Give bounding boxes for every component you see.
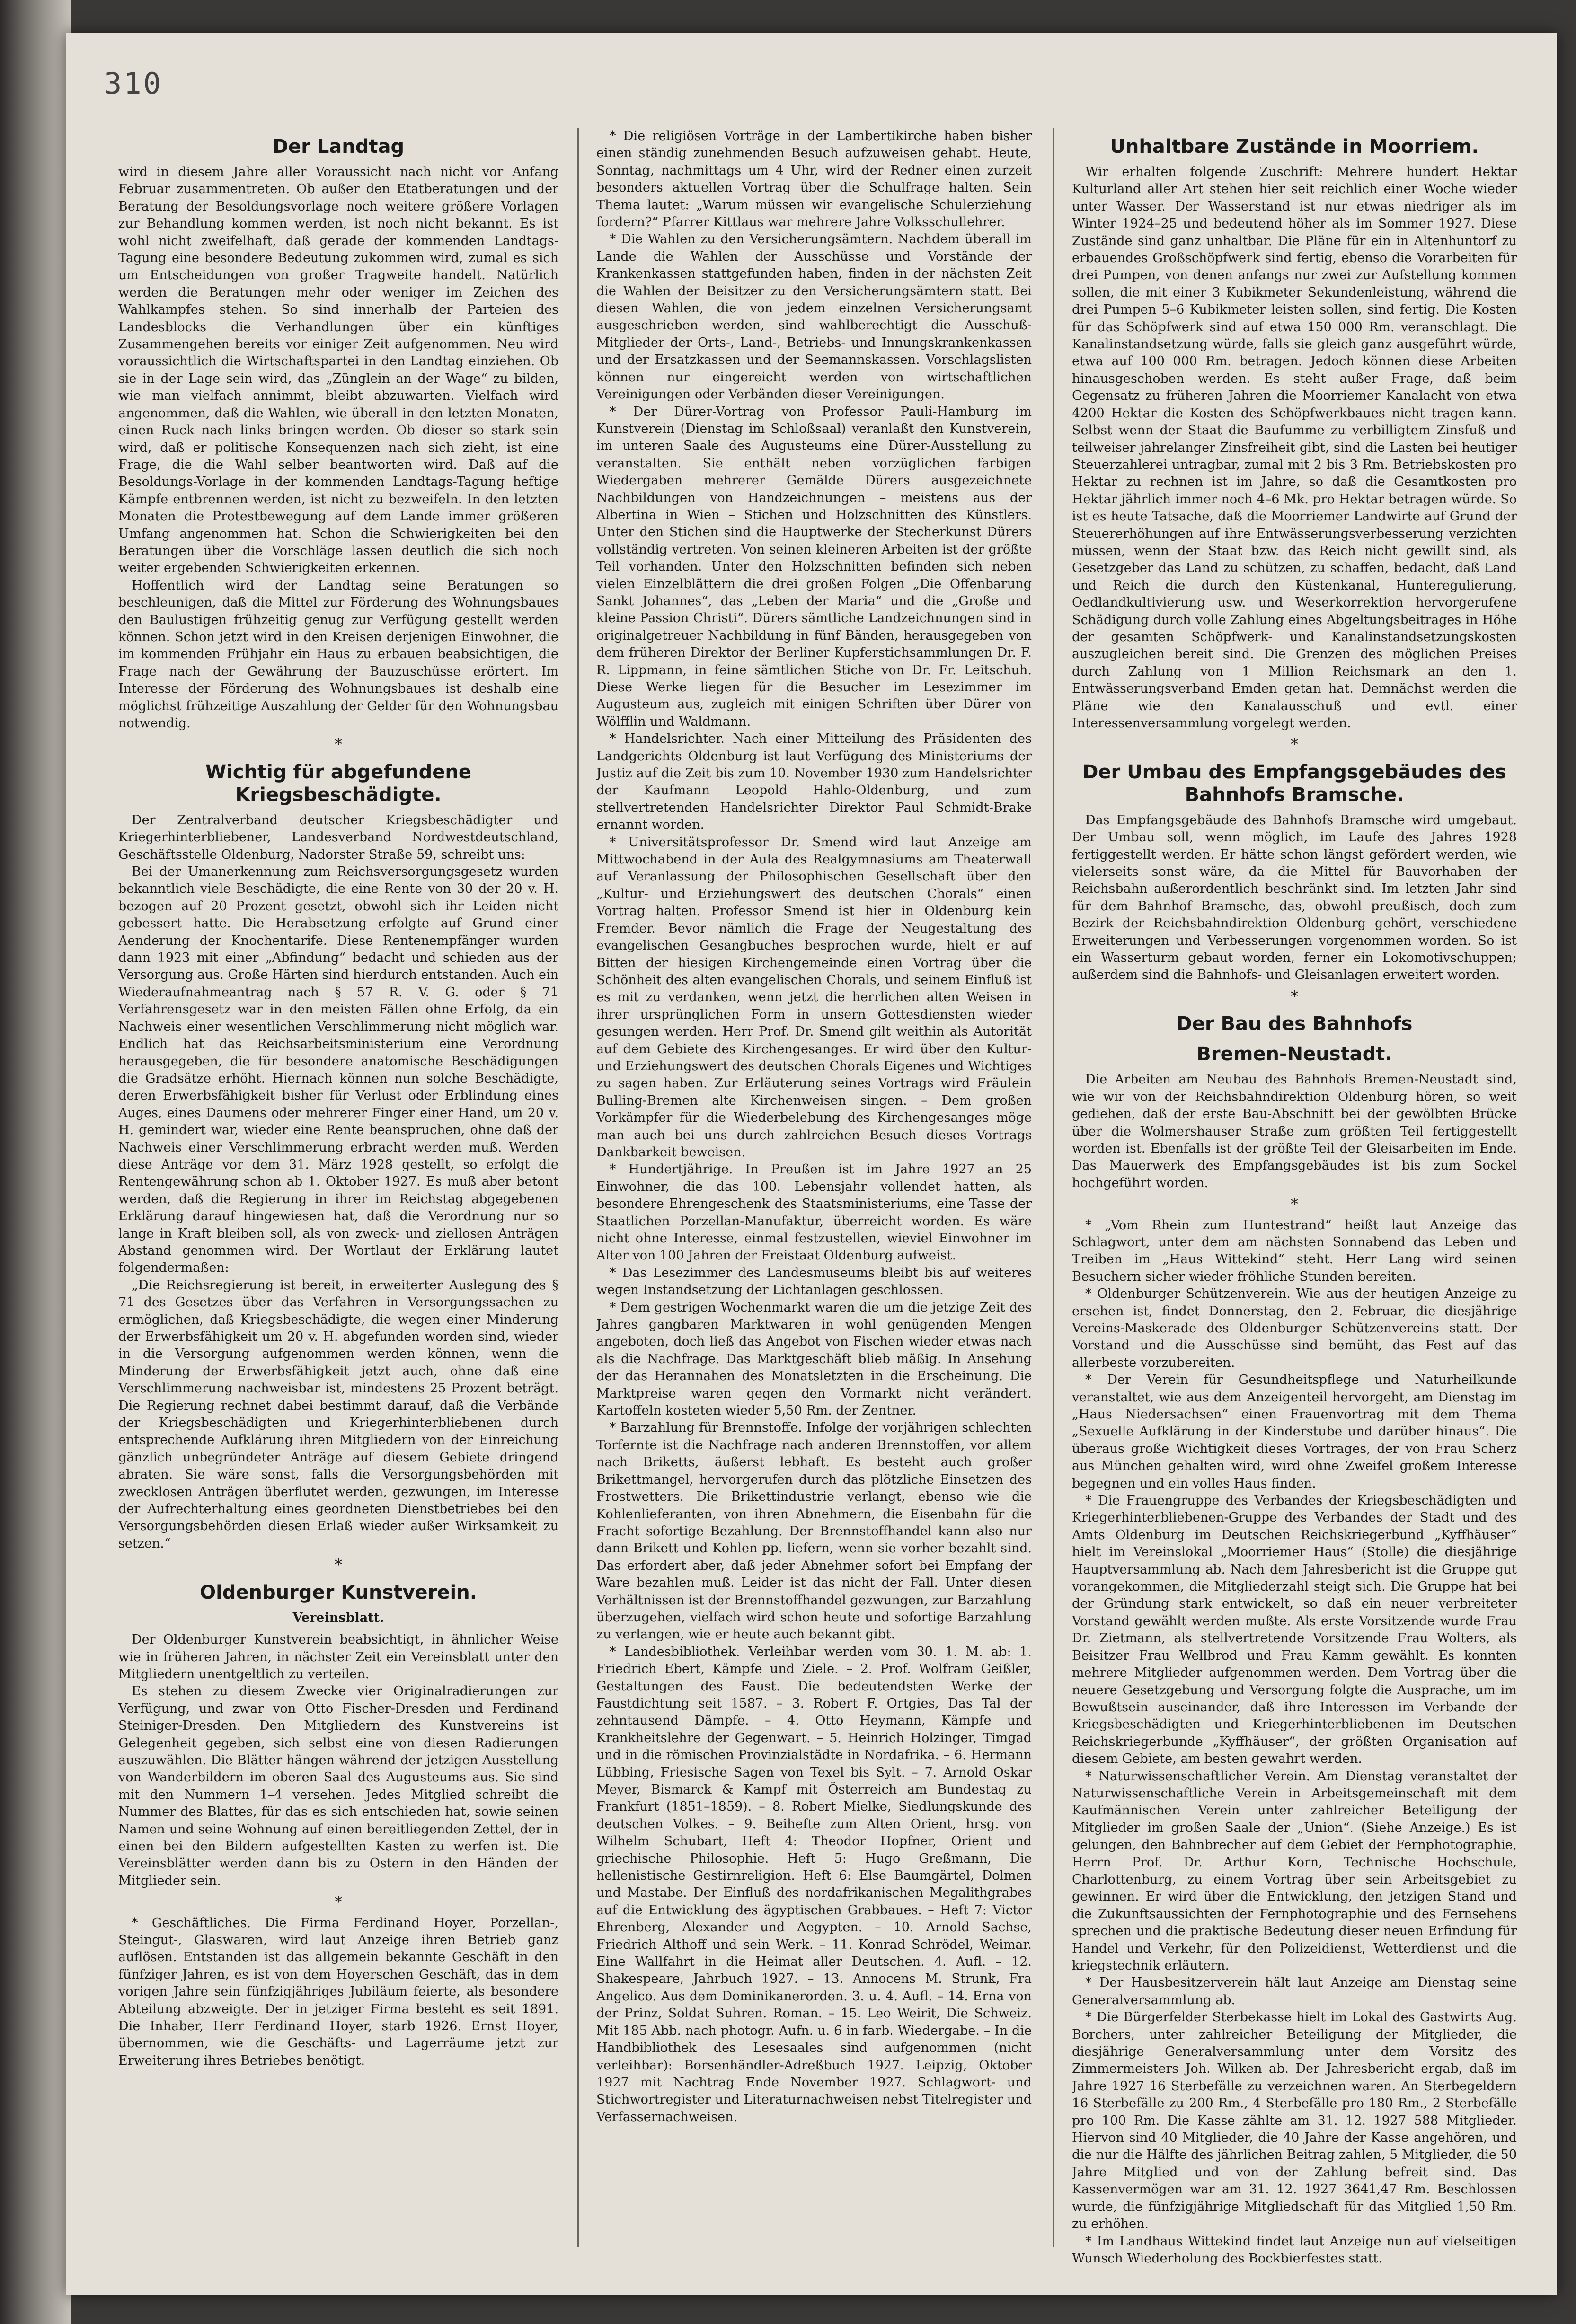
article-title-bramsche: Der Umbau des Empfangsgebäudes des Bahnhofs Bramsche. (1082, 761, 1506, 806)
news-item: * „Vom Rhein zum Huntestrand“ heißt laut Anzeige das Schlagwort, unter dem am nächsten Sonnabend das Leben und Treiben im „Haus Wittekind“ steht. Herr Lang wird seinen Besuchern sicher wieder fröhliche Stunden bereiten. (1072, 1217, 1517, 1284)
column-2 (596, 128, 1032, 2266)
article-title-moorriem: Unhaltbare Zustände in Moorriem. (1110, 136, 1479, 158)
separator-star: * (335, 1893, 342, 1911)
news-item: * Universitätsprofessor Dr. Smend wird laut Anzeige am Mittwochabend in der Aula des Realgymnasiums am Theaterwall auf Veranlassung der Philosophischen Gesellschaft über den „Kultur- und Erziehungswert des deutschen Chorals“ einen Vortrag halten. Professor Smend ist hier in Oldenburg kein Fremder. Bevor nämlich die Frage der Neugestaltung des evangelischen Gesangbuches besprochen wurde, hielt er auf Bitten der hiesigen Kirchengemeinde einen Vortrag über die Schönheit des alten evangelischen Chorals, und seinem Einfluß ist es mit zu verdanken, wenn jetzt die herrlichen alten Weisen in ihrer ursprünglichen Form in unsern Gottesdiensten wieder gesungen werden. Herr Prof. Dr. Smend gilt weithin als Autorität auf dem Gebiete des Kirchengesanges. Er wird über den Kultur- und Erziehungswert des deutschen Chorals Eigenes und Wichtiges zu sagen haben. Zur Erläuterung seines Vortrags wird Fräulein Bulling-Bremen alte Kirchenweisen singen. – Dem großen Vorkämpfer für die Wiederbelebung des Kirchengesanges möge man auch bei uns durch zahlreichen Besuch dieses Vortrags Dankbarkeit beweisen. (596, 835, 1032, 1160)
news-item: * Naturwissenschaftlicher Verein. Am Dienstag veranstaltet der Naturwissenschaftliche Verein in Arbeitsgemeinschaft mit dem Kaufmännischen Verein unter zahlreicher Beteiligung der Mitglieder im großen Saale der „Union“. (Siehe Anzeige.) Es ist gelungen, den Bahnbrecher auf dem Gebiet der Fernphotographie, Herrn Prof. Dr. Arthur Korn, Technische Hochschule, Charlottenburg, zu einem Vortrag über sein Arbeitsgebiet zu gewinnen. Er wird über die Entwicklung, den jetzigen Stand und die Zukunftsaussichten der Fernphotographie und des Fernsehens sprechen und die praktische Bedeutung dieser neuen Erfindung für Handel und Verkehr, für den Polizeidienst, Wetterdienst und die kriegstechnik erläutern. (1072, 1769, 1517, 1973)
news-item: * Im Landhaus Wittekind findet laut Anzeige nun auf vielseitigen Wunsch Wiederholung des Bockbierfestes statt. (1072, 2234, 1517, 2266)
article-title-kunstverein: Oldenburger Kunstverein. (200, 1581, 477, 1603)
article-title-kriegsbeschaedigte: Wichtig für abgefundene Kriegsbeschädigte. (205, 761, 472, 806)
article-subtitle: Vereinsblatt. (292, 1610, 384, 1625)
news-item: * Hundertjährige. In Preußen ist im Jahre 1927 an 25 Einwohner, die das 100. Lebensjahr vollendet hatten, als besondere Ehrengeschenk des Staatsministeriums, eine Tasse der Staatlichen Porzellan-Manufaktur, überreicht worden. Es wäre nicht ohne Interesse, einmal festzustellen, wieviel Einwohner im Alter von 100 Jahren der Freistaat Oldenburg aufweist. (596, 1162, 1032, 1263)
news-item: * Die religiösen Vorträge in der Lambertikirche haben bisher einen ständig zunehmenden Besuch aufzuweisen gehabt. Heute, Sonntag, nachmittags um 4 Uhr, wird der Redner einen zurzeit besonders aktuellen Vortrag über die Schulfrage halten. Sein Thema lautet: „Warum müssen wir evangelische Schulerziehung fordern?“ Pfarrer Kittlaus war mehrere Jahre Volksschullehrer. (596, 129, 1032, 230)
column-1 (118, 128, 558, 2266)
newspaper-page (66, 33, 1557, 2295)
column-rule (1053, 128, 1054, 2247)
column-3 (1072, 128, 1517, 2266)
news-item: * Der Verein für Gesundheitspflege und Naturheilkunde veranstaltet, wie aus dem Anzeigenteil hervorgeht, am Dienstag im „Haus Niedersachsen“ einen Frauenvortrag mit dem Thema „Sexuelle Aufklärung in der Kinderstube und darüber hinaus“. Die überaus große Wichtigkeit dieses Vortrages, der von Frau Scherz aus München gehalten wird, wird ohne Zweifel großem Interesse begegnen und ein volles Haus finden. (1072, 1373, 1517, 1491)
article-paragraph: Das Empfangsgebäude des Bahnhofs Bramsche wird umgebaut. Der Umbau soll, wenn möglich, im Laufe des Jahres 1928 fertiggestellt werden. Er hätte schon längst gefördert werden, wie vielerseits sonst wäre, da die Mittel für Bauvorhaben der Reichsbahn außerordentlich beschränkt sind. Im letzten Jahr sind für dem Bahnhof Bramsche, das, obwohl preußisch, doch zum Bezirk der Reichsbahndirektion Oldenburg gehört, verschiedene Erweiterungen und Verbesserungen vorgenommen worden. So ist ein Wasserturm gebaut worden, ferner ein Lokomotivschuppen; außerdem sind die Bahnhofs- und Gleisanlagen erweitert worden. (1072, 812, 1517, 983)
book-spine (0, 0, 71, 2324)
news-item: * Das Lesezimmer des Landesmuseums bleibt bis auf weiteres wegen Instandsetzung der Lichtanlagen geschlossen. (596, 1265, 1032, 1298)
news-item: * Dem gestrigen Wochenmarkt waren die um die jetzige Zeit des Jahres gangbaren Marktwaren in wohl genügenden Mengen angeboten, doch ließ das Angebot von Fischen wieder etwas nach als die Nachfrage. Das Marktgeschäft blieb mäßig. In Ansehung der das Herannahen des Monatsletzten in die Erscheinung. Die Marktpreise waren gegen den Vormarkt nicht verändert. Kartoffeln kosteten wieder 5,50 Rm. der Zentner. (596, 1300, 1032, 1418)
separator-star: * (335, 735, 342, 754)
article-paragraph: „Die Reichsregierung ist bereit, in erweiterter Auslegung des § 71 des Gesetzes über das Verfahren in Versorgungssachen zu ermöglichen, daß Kriegsbeschädigte, die wegen einer Minderung der Erwerbsfähigkeit um 20 v. H. abgefunden worden sind, wieder in die Versorgung aufgenommen werden können, wenn die Minderung der Erwerbsfähigkeit jetzt auch, ohne daß eine Verschlimmerung nachweisbar ist, mindestens 25 Prozent beträgt. Die Regierung rechnet dabei bestimmt darauf, daß die Verbände der Kriegsbeschädigten und Kriegerhinterbliebenen durch entsprechende Aufklärung ihren Mitgliedern von der Einreichung gänzlich unbegründeter Anträge auf diesem Gebiete dringend abraten. Sie wäre sonst, falls die Versorgungsbehörden mit zwecklosen Anträgen überflutet werden, gezwungen, im Interesse der Aufrechterhaltung eines geordneten Dienstbetriebes bei den Versorgungsbehörden diesen Erlaß wieder außer Wirksamkeit zu setzen.“ (118, 1277, 558, 1551)
column-rule (577, 128, 579, 2247)
news-item: * Landesbibliothek. Verleihbar werden vom 30. 1. M. ab: 1. Friedrich Ebert, Kämpfe und Ziele. – 2. Prof. Wolfram Geißler, Gestaltungen des Faust. Die bedeutendsten Werke der Faustdichtung seit 1587. – 3. Robert F. Ortgies, Das Tal der zehntausend Dämpfe. – 4. Otto Heymann, Kämpfe und Krankheitslehre der Gegenwart. – 5. Heinrich Holzinger, Timgad und in die römischen Provinzialstädte in Nordafrika. – 6. Hermann Lübbing, Friesische Sagen von Texel bis Sylt. – 7. Arnold Oskar Meyer, Bismarck & Kampf mit Österreich am Bundestag zu Frankfurt (1851–1859). – 8. Robert Mielke, Siedlungskunde des deutschen Volkes. – 9. Beihefte zum Alten Orient, hrsg. von Wilhelm Schubart, Heft 4: Theodor Hopfner, Orient und griechische Philosophie. Heft 5: Hugo Greßmann, Die hellenistische Gestirnreligion. Heft 6: Else Baumgärtel, Dolmen und Mastabe. Der Einfluß des nordafrikanischen Megalithgrabes auf die Entwicklung des ägyptischen Grabbaues. – Heft 7: Victor Ehrenberg, Alexander und Aegypten. – 10. Arnold Sachse, Friedrich Althoff und sein Werk. – 11. Konrad Schrödel, Weimar. Eine Wallfahrt in die Heimat aller Deutschen. 4. Aufl. – 12. Shakespeare, Jahrbuch 1927. – 13. Annocens M. Strunk, Fra Angelico. Aus dem Dominikanerorden. 3. u. 4. Aufl. – 14. Erna von der Prinz, Soldat Suhren. Roman. – 15. Leo Weirit, Die Schweiz. Mit 185 Abb. nach photogr. Aufn. u. 6 in farb. Wiedergabe. – In die Handbibliothek des Lesesaales sind aufgenommen (nicht verleihbar): Borsenhändler-Adreßbuch 1927. Leipzig, Oktober 1927 mit Nachtrag Ende November 1927. Schlagwort- und Stichwortregister und Literaturnachweisen nebst Titelregister und Verfassernachweisen. (596, 1644, 1032, 2124)
separator-star: * (1291, 735, 1298, 754)
separator-star: * (335, 1556, 342, 1574)
news-item: * Der Hausbesitzerverein hält laut Anzeige am Dienstag seine Generalversammlung ab. (1072, 1975, 1517, 2007)
news-item: * Die Wahlen zu den Versicherungsämtern. Nachdem überall im Lande die Wahlen der Ausschüsse und Vorstände der Krankenkassen stattgefunden haben, finden in der nächsten Zeit die Wahlen der Beisitzer zu den Versicherungsämtern statt. Bei diesen Wahlen, die von jedem einzelnen Versicherungsamt ausgeschrieben werden, sind wahlberechtigt die Ausschuß-Mitglieder der Orts-, Land-, Betriebs- und Innungskrankenkassen und der Ersatzkassen und der Seemannskassen. Vorschlagslisten können nur eingereicht werden von wirtschaftlichen Vereinigungen oder Verbänden dieser Vereinigungen. (596, 232, 1032, 402)
news-item: * Handelsrichter. Nach einer Mitteilung des Präsidenten des Landgerichts Oldenburg ist laut Verfügung des Ministeriums der Justiz auf die Zeit bis zum 10. November 1930 zum Handelsrichter der Kaufmann Leopold Hahlo-Oldenburg, und zum stellvertretenden Handelsrichter Direktor Paul Schmidt-Brake ernannt worden. (596, 731, 1032, 833)
separator-star: * (1291, 987, 1298, 1005)
article-title-neustadt-line2: Bremen-Neustadt. (1196, 1043, 1392, 1065)
separator-star: * (1291, 1195, 1298, 1214)
article-paragraph: Es stehen zu diesem Zwecke vier Originalradierungen zur Verfügung, und zwar von Otto Fischer-Dresden und Ferdinand Steiniger-Dresden. Den Mitgliedern des Kunstvereins ist Gelegenheit gegeben, sich selbst eine von diesen Radierungen auszuwählen. Die Blätter hängen während der jetzigen Ausstellung von Wanderbildern im oberen Saal des Augusteums aus. Sie sind mit den Nummern 1–4 versehen. Jedes Mitglied schreibt die Nummer des Blattes, für das es sich entschieden hat, sowie seinen Namen und seine Wohnung auf einen bereitliegenden Zettel, der in einen bei den Bildern aufgestellten Kasten zu werfen ist. Die Vereinsblätter werden dann bis zu Ostern in den Händen der Mitglieder sein. (118, 1684, 558, 1888)
article-paragraph: Wir erhalten folgende Zuschrift: Mehrere hundert Hektar Kulturland aller Art stehen hier seit reichlich einer Woche wieder unter Wasser. Der Wasserstand ist nur etwas niedriger als im Winter 1924–25 und bedeutend höher als im Sommer 1927. Diese Zustände sind ganz unhaltbar. Die Pläne für ein in Altenhuntorf zu erbauendes Großschöpfwerk sind fertig, ebenso die Vorarbeiten für drei Pumpen, von denen anfangs nur zwei zur Aufstellung kommen sollen, die mit einer 3 Kubikmeter Sekundenleistung, während die drei Pumpen 5–6 Kubikmeter leisten sollen, sind fertig. Die Kosten für das Schöpfwerk sind auf etwa 150 000 Rm. veranschlagt. Die Kanalinstandsetzung würde, falls sie gleich ganz ausgeführt würde, etwa auf 100 000 Rm. betragen. Jedoch können diese Arbeiten hinausgeschoben werden. Es steht außer Frage, daß beim Gegensatz zu früheren Jahren die Moorriemer Kanalacht von etwa 4200 Hektar die Kosten des Schöpfwerkbaues nicht tragen kann. Selbst wenn der Staat die Baufumme zu verbilligtem Zinsfuß und teilweiser jahrelanger Zinsfreiheit gibt, sind die Lasten bei heutiger Steuerzahlerei untragbar, zumal mit 2 bis 3 Rm. Betriebskosten pro Hektar zu rechnen ist im Jahre, so daß die Gesamtkosten pro Hektar jährlich immer noch 4–6 Mk. pro Hektar betragen würde. So ist es heute Tatsache, daß die Moorriemer Landwirte auf Grund der Steuererhöhungen auf ihre Entwässerungsverbesserung verzichten müssen, wenn der Staat bzw. das Reich nicht gewillt sind, als Gesetzgeber das Land zu schützen, zu schaffen, bedacht, daß Land und Reich die durch den Küstenkanal, Hunteregulierung, Oedlandkultivierung usw. und Weserkorrektion hervorgerufene Schädigung durch volle Zahlung eines Abgeltungsbeitrages in Höhe der gesamten Schöpfwerk- und Kanalinstandsetzungskosten auszugleichen bereit sind. Die Grenzen des möglichen Preises durch Zahlung von 1 Million Reichsmark an den 1. Entwässerungsverband Emden getan hat. Demnächst werden die Pläne wie den Kanalausschuß und evtl. einer Interessenversammlung vorgelegt werden. (1072, 165, 1517, 731)
article-paragraph: Bei der Umanerkennung zum Reichsversorgungsgesetz wurden bekanntlich viele Beschädigte, die eine Rente von 30 der 20 v. H. bezogen auf 20 Prozent gesetzt, obwohl sich ihr Leiden nicht gebessert hatte. Die Herabsetzung erfolgte auf Grund einer Aenderung der Knochentarife. Diese Rentenempfänger wurden dann 1923 mit einer „Abfindung“ bedacht und schieden aus der Versorgung aus. Große Härten sind hierdurch entstanden. Auch ein Wiederaufnahmeantrag nach § 57 R. V. G. oder § 71 Verfahrensgesetz war in den meisten Fällen ohne Erfolg, da ein Nachweis einer wesentlichen Verschlimmerung nicht möglich war. Endlich hat das Reichsarbeitsministerium eine Verordnung herausgegeben, die für besondere anatomische Beschädigungen die Gradsätze erhöht. Hiernach können nun solche Beschädigte, deren Erwerbsfähigkeit bisher für Verlust oder Erblindung eines Auges, eines Daumens oder mehrerer Finger einer Hand, um 20 v. H. gemindert war, wieder eine Rente beanspruchen, ohne daß der Nachweis einer Verschlimmerung erbracht werden muß. Werden diese Anträge vor dem 31. März 1928 gestellt, so erfolgt die Rentengewährung schon ab 1. Oktober 1927. Es muß aber betont werden, daß die Regierung in ihrer im Reichstag abgegebenen Erklärung darauf hingewiesen hat, daß die Verordnung nur so lange in Kraft bleiben soll, als von zweck- und ziellosen Anträgen Abstand genommen wird. Der Wortlaut der Erklärung lautet folgendermaßen: (118, 864, 558, 1276)
article-paragraph: Die Arbeiten am Neubau des Bahnhofs Bremen-Neustadt sind, wie wir von der Reichsbahndirektion Oldenburg hören, so weit gediehen, daß der erste Bau-Abschnitt bei der gewölbten Brücke über die Wolmershauser Straße zum größten Teil fertiggestellt worden ist. Ebenfalls ist der größte Teil der Gleisarbeiten im Ende. Das Mauerwerk des Empfangsgebäudes ist bis zum Sockel hochgeführt worden. (1072, 1072, 1517, 1190)
article-paragraph: Der Oldenburger Kunstverein beabsichtigt, in ähnlicher Weise wie in früheren Jahren, in nächster Zeit ein Vereinsblatt unter den Mitgliedern unentgeltlich zu verteilen. (118, 1632, 558, 1681)
article-title-landtag: Der Landtag (272, 136, 405, 158)
news-item: * Die Frauengruppe des Verbandes der Kriegsbeschädigten und Kriegerhinterbliebenen-Gruppe des Verbandes der Stadt und des Amts Oldenburg im Deutschen Reichskriegerbund „Kyffhäuser“ hielt im Vereinslokal „Moorriemer Haus“ (Stolle) die diesjährige Hauptversammlung ab. Nach dem Jahresbericht ist die Gruppe gut vorangekommen, die Mitgliederzahl steigt sich. Die Gruppe hat bei der Gründung stark entwickelt, so daß ein neuer verbreiteter Vorstand gewählt werden mußte. Als erste Vorsitzende wurde Frau Dr. Zietmann, als stellvertretende Vorsitzende Frau Wolters, als Beisitzer Frau Wellbrod und Frau Kamm gewählt. Es konnten mehrere Mitglieder aufgenommen werden. Dem Vortrag über die neuere Gesetzgebung und Versorgung folgte die Ausprache, um im Bewußtsein auseinander, daß ihre Interessen im Verbande der Kriegsbeschädigten und Kriegerhinterbliebenen im Deutschen Reichskriegerbunde „Kyffhäuser“, der größten Organisation auf diesem Gebiete, am besten gewahrt werden. (1072, 1493, 1517, 1767)
news-item: * Der Dürer-Vortrag von Professor Pauli-Hamburg im Kunstverein (Dienstag im Schloßsaal) veranlaßt den Kunstverein, im unteren Saale des Augusteums eine Dürer-Ausstellung zu veranstalten. Sie enthält neben vorzüglichen farbigen Wiedergaben mehrerer Gemälde Dürers ausgezeichnete Nachbildungen von Handzeichnungen – meistens aus der Albertina in Wien – Stichen und Holzschnitten des Künstlers. Unter den Stichen sind die Hauptwerke der Stecherkunst Dürers vollständig vertreten. Von seinen kleineren Arbeiten ist der größte Teil vorhanden. Unter den Holzschnitten befinden sich neben vielen Einzelblättern die drei großen Folgen „Die Offenbarung Sankt Johannes“, das „Leben der Maria“ und die „Große und kleine Passion Christi“. Dürers sämtliche Landzeichnungen sind in originalgetreuer Nachbildung in fünf Bänden, herausgegeben von dem früheren Direktor der Berliner Kupferstichsammlungen Dr. F. R. Lippmann, in feine sämtlichen Stiche von Dr. Fr. Leitschuh. Diese Werke liegen für die Besucher im Lesezimmer im Augusteum aus, zugleich mit einigen Schriften über Dürer von Wölfflin und Waldmann. (596, 404, 1032, 729)
article-paragraph: wird in diesem Jahre aller Voraussicht nach nicht vor Anfang Februar zusammentreten. Ob außer den Etatberatungen und der Beratung der Besoldungsvorlage noch weitere größere Vorlagen zur Behandlung kommen werden, ist noch nicht bekannt. Es ist wohl nicht zweifelhaft, daß gerade der kommenden Landtags-Tagung eine besondere Bedeutung zukommen wird, zumal es sich um Entscheidungen von großer Tragweite handelt. Natürlich werden die Beratungen mehr oder weniger im Zeichen des Wahlkampfes stehen. So sind innerhalb der Parteien des Landesblocks die Verhandlungen über ein künftiges Zusammengehen bereits vor einiger Zeit aufgenommen. Neu wird voraussichtlich die Wirtschaftspartei in den Landtag einziehen. Ob sie in der Lage sein wird, das „Zünglein an der Wage“ zu bilden, wie man vielfach annimmt, bleibt abzuwarten. Vielfach wird angenommen, daß die Wahlen, wie überall in den letzten Monaten, einen Ruck nach links bringen werden. Ob dieser so stark sein wird, daß er politische Konsequenzen nach sich zieht, ist eine Frage, die die Wahl selber beantworten wird. Daß auf die Besoldungs-Vorlage in der kommenden Landtags-Tagung heftige Kämpfe entbrennen werden, ist nicht zu bezweifeln. In den letzten Monaten die Protestbewegung auf dem Lande immer größeren Umfang angenommen hat. Schon die Schwierigkeiten bei den Beratungen über die Vorschläge lassen deutlich die sich noch weiter ergebenden Schwierigkeiten erkennen. (118, 165, 558, 576)
article-paragraph: Hoffentlich wird der Landtag seine Beratungen so beschleunigen, daß die Mittel zur Förderung des Wohnungsbaues den Baulustigen frühzeitig genug zur Verfügung gestellt werden können. Schon jetzt wird in den Kreisen derjenigen Einwohner, die im kommenden Frühjahr ein Haus zu erbauen beabsichtigen, die Frage nach der Gewährung der Bauzuschüsse erörtert. Im Interesse der Förderung des Wohnungsbaues ist deshalb eine möglichst frühzeitige Auszahlung der Gelder für den Wohnungsbau notwendig. (118, 578, 558, 731)
news-item: * Barzahlung für Brennstoffe. Infolge der vorjährigen schlechten Torfernte ist die Nachfrage nach anderen Brennstoffen, vor allem nach Briketts, äußerst lebhaft. Es besteht auch großer Brikettmangel, hervorgerufen durch das plötzliche Einsetzen des Frostwetters. Die Brikettindustrie verlangt, ebenso wie die Kohlenlieferanten, von ihren Abnehmern, die Eisenbahn für die Fracht sofortige Bezahlung. Der Brennstoffhandel kann also nur dann Brikett und Kohlen pp. liefern, wenn sie vorher bezahlt sind. Das erfordert aber, daß jeder Abnehmer sofort bei Empfang der Ware bezahlen muß. Leider ist das nicht der Fall. Unter diesen Verhältnissen ist der Brennstoffhandel gezwungen, zur Barzahlung überzugehen, vielfach wird schon heute und sofortige Barzahlung zu verlangen, wie er heute auch bekannt gibt. (596, 1420, 1032, 1642)
page-number: 310 (104, 66, 163, 101)
news-item: * Geschäftliches. Die Firma Ferdinand Hoyer, Porzellan-, Steingut-, Glaswaren, wird laut Anzeige ihren Betrieb ganz auflösen. Entstanden ist das allgemein bekannte Geschäft in den fünfziger Jahren, es ist von dem Hoyerschen Geschäft, das in dem vorigen Jahre sein fünfzigjähriges Jubiläum feierte, als besondere Abteilung abzweigte. Der in jetziger Firma besteht es seit 1891. Die Inhaber, Herr Ferdinand Hoyer, starb 1926. Ernst Hoyer, übernommen, wie die Geschäfts- und Lagerräume jetzt zur Erweiterung ihres Betriebes benötigt. (118, 1915, 558, 2068)
news-item: * Oldenburger Schützenverein. Wie aus der heutigen Anzeige zu ersehen ist, findet Donnerstag, den 2. Februar, die diesjährige Vereins-Maskerade des Oldenburger Schützenvereins statt. Der Vorstand und die Ausschüsse sind bemüht, das Fest auf das allerbeste vorzubereiten. (1072, 1286, 1517, 1370)
article-paragraph: Der Zentralverband deutscher Kriegsbeschädigter und Kriegerhinterbliebener, Landesverband Nordwestdeutschland, Geschäftsstelle Oldenburg, Nadorster Straße 59, schreibt uns: (118, 812, 558, 862)
news-item: * Die Bürgerfelder Sterbekasse hielt im Lokal des Gastwirts Aug. Borchers, unter zahlreicher Beteiligung der Mitglieder, die diesjährige Generalversammlung unter dem Vorsitz des Zimmermeisters Joh. Wilken ab. Der Jahresbericht ergab, daß im Jahre 1927 16 Sterbefälle zu verzeichnen waren. An Sterbegeldern 16 Sterbefälle zu 200 Rm., 4 Sterbefälle pro 180 Rm., 2 Sterbefälle pro 100 Rm. Die Kasse zählte am 31. 12. 1927 588 Mitglieder. Hiervon sind 40 Mitglieder, die 40 Jahre der Kasse angehören, und die nur die Hälfte des jährlichen Beitrag zahlen, 5 Mitglieder, die 50 Jahre Mitglied und von der Zahlung befreit sind. Das Kassenvermögen war am 31. 12. 1927 3641,47 Rm. Beschlossen wurde, die fünfzigjährige Mitgliedschaft für das Mitglied 1,50 Rm. zu erhöhen. (1072, 2010, 1517, 2232)
article-title-neustadt: Der Bau des Bahnhofs (1176, 1013, 1413, 1035)
